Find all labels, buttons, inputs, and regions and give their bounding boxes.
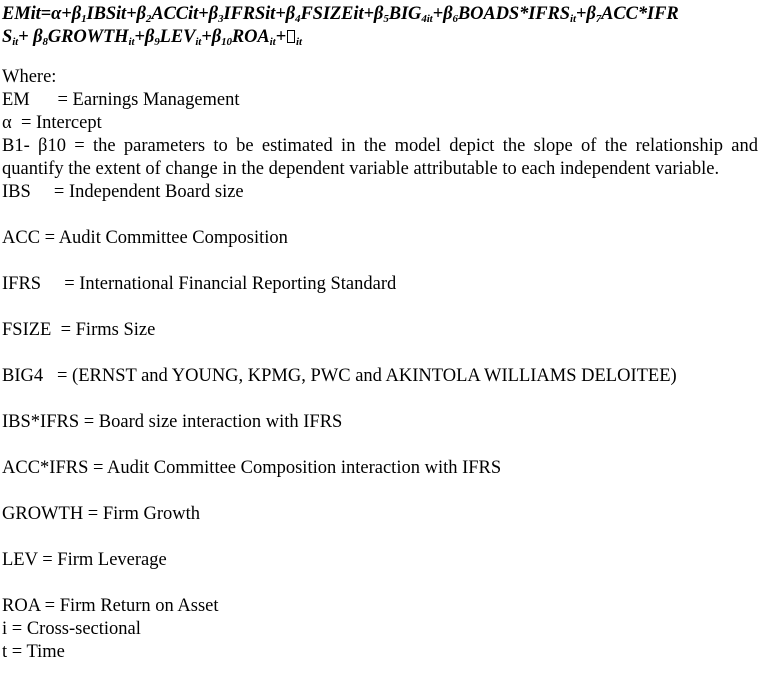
eq-subscript: it xyxy=(195,36,202,48)
eq-part: IFRSit+β xyxy=(223,4,296,24)
definition-ibs-ifrs: IBS*IFRS = Board size interaction with IFRS xyxy=(2,412,343,432)
eq-part: GROWTH xyxy=(47,27,129,47)
definition-i: i = Cross-sectional xyxy=(2,619,141,639)
variable-definitions xyxy=(2,66,758,664)
eq-part: LEV xyxy=(159,27,196,47)
blank-line xyxy=(2,342,758,365)
eq-subscript: 4it xyxy=(421,13,433,25)
eq-subscript: it xyxy=(12,36,19,48)
eq-subscript: it xyxy=(269,36,276,48)
definition-beta: B1- β10 = the parameters to be estimated in the model depict the slope of the relationship and quantify the extent of change in the dependent variable attributable to each independent variable. xyxy=(2,136,758,179)
definition-acc: ACC = Audit Committee Composition xyxy=(2,228,288,248)
definition-fsize: FSIZE = Firms Size xyxy=(2,320,156,340)
definition-acc-ifrs: ACC*IFRS = Audit Committee Composition interaction with IFRS xyxy=(2,458,502,478)
eq-subscript: 3 xyxy=(217,13,224,25)
definition-big4: BIG4 = (ERNST and YOUNG, KPMG, PWC and AKINTOLA WILLIAMS DELOITEE) xyxy=(2,366,677,386)
blank-line xyxy=(2,250,758,273)
blank-line xyxy=(2,572,758,595)
eq-subscript: 6 xyxy=(452,13,458,25)
blank-line xyxy=(2,204,758,227)
eq-part: BOADS*IFRS xyxy=(457,4,570,24)
blank-line xyxy=(2,296,758,319)
blank-line xyxy=(2,434,758,457)
equation-line-1 xyxy=(2,3,762,26)
eq-part: FSIZEit+β xyxy=(300,4,384,24)
definition-ifrs: IFRS = International Financial Reporting Standard xyxy=(2,274,397,294)
eq-subscript: 10 xyxy=(221,36,232,48)
definition-em: EM = Earnings Management xyxy=(2,90,240,110)
blank-line xyxy=(2,480,758,503)
eq-subscript: 5 xyxy=(383,13,389,25)
eq-subscript: 2 xyxy=(145,13,152,25)
definition-growth: GROWTH = Firm Growth xyxy=(2,504,200,524)
eq-part: ROA xyxy=(231,27,270,47)
eq-part: +β xyxy=(201,27,222,47)
equation-line-2 xyxy=(2,26,762,49)
definition-alpha: α = Intercept xyxy=(2,113,102,133)
eq-subscript: 8 xyxy=(42,36,48,48)
definition-roa: ROA = Firm Return on Asset xyxy=(2,596,219,616)
definition-t: t = Time xyxy=(2,642,65,662)
eq-part: ACC*IFR xyxy=(601,4,679,24)
eq-part: α+β xyxy=(51,4,82,24)
eq-part: S xyxy=(2,27,13,47)
eq-part: BIG xyxy=(388,4,422,24)
missing-glyph-icon xyxy=(287,30,295,43)
eq-part: + β xyxy=(18,27,43,47)
regression-equation xyxy=(2,3,762,49)
eq-part: IBSit+β xyxy=(86,4,146,24)
eq-subscript: it xyxy=(296,36,302,48)
eq-subscript: 1 xyxy=(81,13,87,25)
eq-part: +β xyxy=(575,4,596,24)
blank-line xyxy=(2,388,758,411)
eq-part: +β xyxy=(432,4,453,24)
eq-subscript: it xyxy=(128,36,135,48)
eq-part: +β xyxy=(134,27,155,47)
definition-ibs: IBS = Independent Board size xyxy=(2,182,244,202)
eq-subscript: 7 xyxy=(595,13,602,25)
eq-subscript: it xyxy=(569,13,576,25)
eq-subscript: 4 xyxy=(295,13,301,25)
definition-lev: LEV = Firm Leverage xyxy=(2,550,167,570)
eq-part: EMit= xyxy=(2,4,52,24)
eq-subscript: 9 xyxy=(154,36,160,48)
eq-part: ACCit+β xyxy=(151,4,218,24)
eq-part: + xyxy=(275,27,287,47)
blank-line xyxy=(2,526,758,549)
where-label: Where: xyxy=(2,67,57,87)
